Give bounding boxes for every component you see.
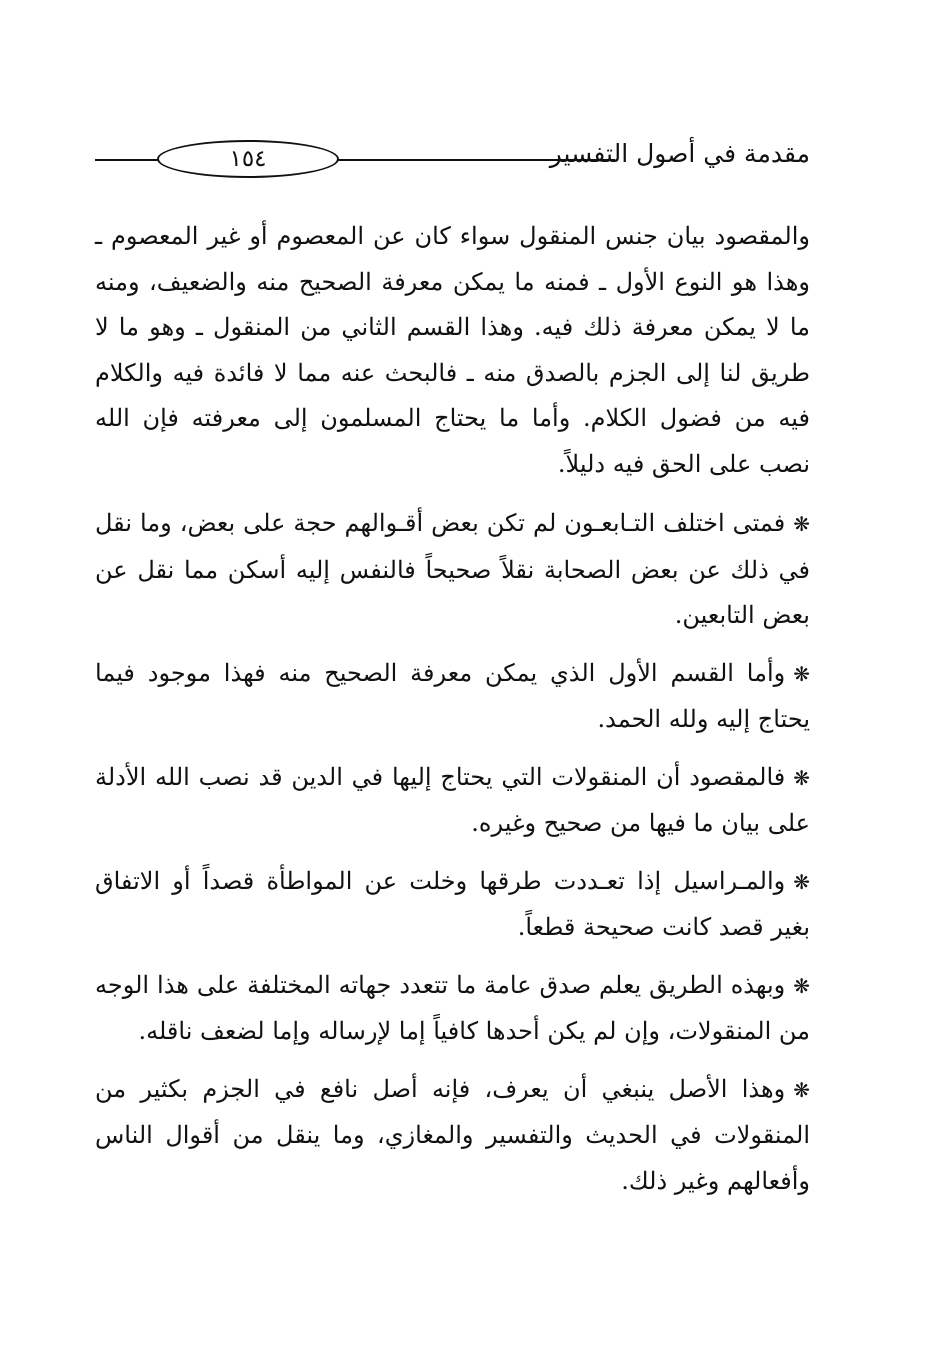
asterisk-bullet-icon: ❋ bbox=[793, 1077, 810, 1102]
page-number-badge bbox=[157, 140, 339, 178]
paragraph-text: والمقصود بيان جنس المنقول سواء كان عن المعصوم أو غير المعصوم ـ وهذا هو النوع الأول ـ فمنه ما يمكن معرفة الصحيح منه والضعيف، ومنه ما لا يمكن معرفة ذلك فيه. وهذا القسم الثاني من المنقول ـ وهو ما لا طريق لنا إلى الجزم بالصدق منه ـ فالبحث عنه مما لا فائدة فيه والكلام فيه من فضول الكلام. وأما ما يحتاج المسلمون إلى معرفته فإن الله نصب على الحق فيه دليلاً. bbox=[95, 222, 810, 478]
asterisk-bullet-icon: ❋ bbox=[793, 512, 810, 536]
page-number: ١٥٤ bbox=[229, 145, 267, 172]
paragraph bbox=[95, 963, 810, 1055]
header-rule bbox=[95, 159, 158, 161]
paragraph-text: وأما القسم الأول الذي يمكن معرفة الصحيح منه فهذا موجود فيما يحتاج إليه ولله الحمد. bbox=[95, 658, 810, 733]
asterisk-bullet-icon: ❋ bbox=[793, 973, 810, 998]
paragraph-text: فمتى اختلف التـابعـون لم تكن بعض أقـوالهم حجة على بعض، وما نقل في ذلك عن بعض الصحابة نقلاً صحيحاً فالنفس إليه أسكن مما نقل عن بعض التابعين. bbox=[95, 509, 810, 629]
asterisk-bullet-icon: ❋ bbox=[793, 661, 811, 686]
paragraph bbox=[95, 1067, 810, 1205]
header-rule bbox=[338, 159, 615, 161]
paragraph bbox=[95, 501, 810, 639]
running-title: مقدمة في أصول التفسير bbox=[549, 139, 810, 168]
asterisk-bullet-icon: ❋ bbox=[793, 765, 810, 790]
paragraph-text: فالمقصود أن المنقولات التي يحتاج إليها في الدين قد نصب الله الأدلة على بيان ما فيها من صحيح وغيره. bbox=[95, 762, 810, 837]
paragraph bbox=[95, 214, 810, 487]
paragraph-text: وبهذه الطريق يعلم صدق عامة ما تتعدد جهاته المختلفة على هذا الوجه من المنقولات، وإن لم يكن أحدها كافياً إما لإرساله وإما لضعف ناقله. bbox=[95, 970, 810, 1045]
asterisk-bullet-icon: ❋ bbox=[793, 869, 810, 894]
paragraph bbox=[95, 755, 810, 847]
paragraph bbox=[95, 859, 810, 951]
page-header bbox=[95, 132, 810, 188]
paragraph-text: والمـراسيل إذا تعـددت طرقها وخلت عن المواطأة قصداً أو الاتفاق بغير قصد كانت صحيحة قطعاً. bbox=[95, 866, 810, 941]
paragraph bbox=[95, 651, 810, 743]
paragraph-text: وهذا الأصل ينبغي أن يعرف، فإنه أصل نافع في الجزم بكثير من المنقولات في الحديث والتفسير والمغازي، وما ينقل من أقوال الناس وأفعالهم وغير ذلك. bbox=[95, 1074, 810, 1195]
main-text bbox=[95, 214, 810, 1216]
